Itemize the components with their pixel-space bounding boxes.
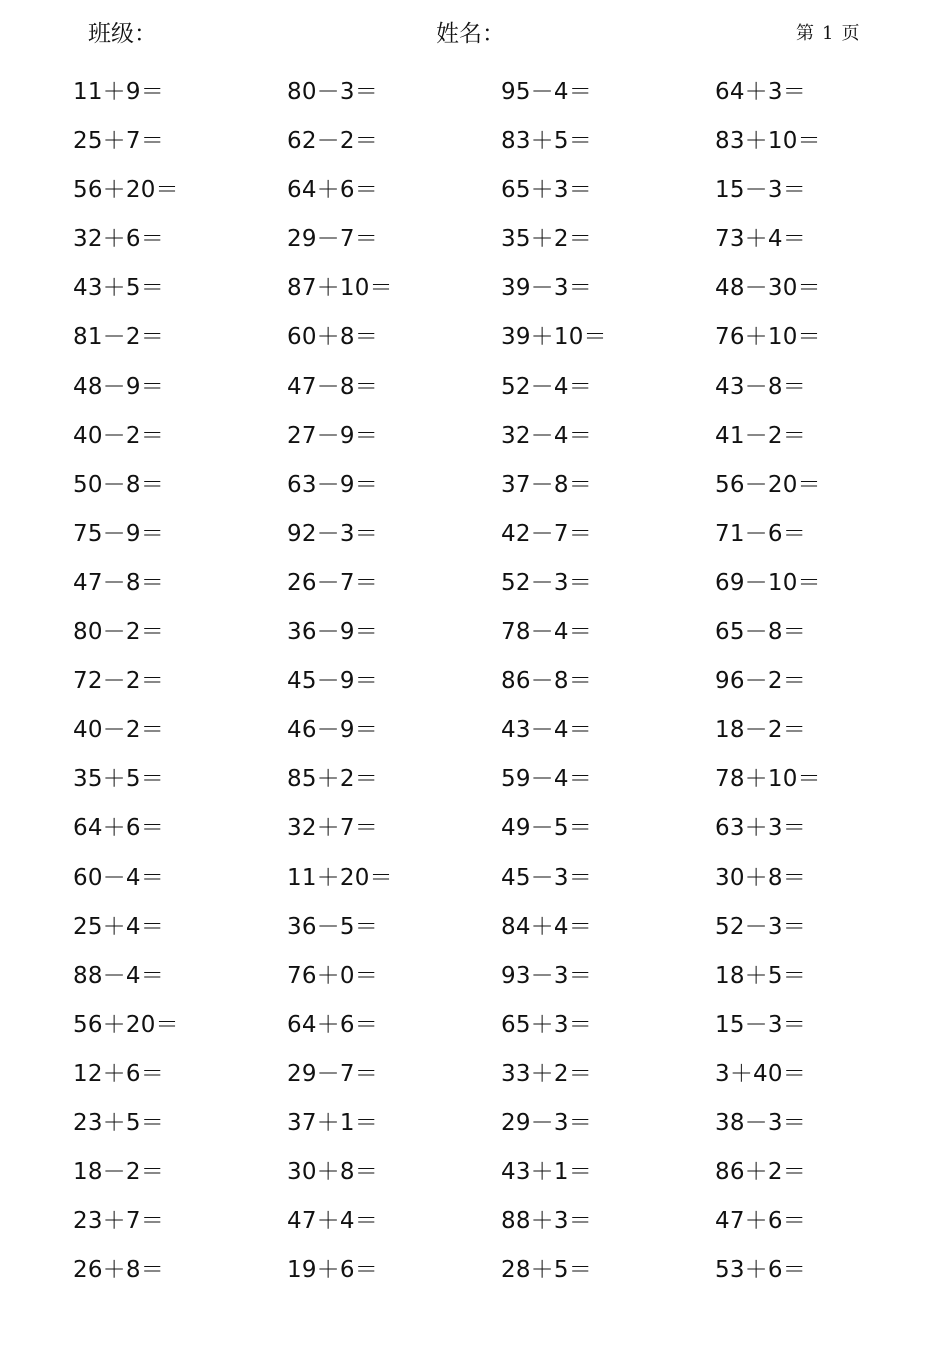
math-problem: 87＋10＝ (287, 275, 393, 302)
math-problem: 52－3＝ (501, 569, 592, 596)
math-problem: 47－8＝ (73, 569, 164, 596)
math-problem: 93－3＝ (501, 962, 592, 989)
math-problem: 88＋3＝ (501, 1208, 592, 1235)
problem-row (73, 412, 933, 461)
problem-row (73, 313, 933, 362)
math-problem: 15－3＝ (715, 177, 806, 204)
math-problem: 35＋5＝ (73, 766, 164, 793)
math-problem: 56＋20＝ (73, 177, 179, 204)
math-problem: 30＋8＝ (715, 864, 806, 891)
math-problem: 76＋10＝ (715, 324, 821, 351)
math-problem: 28＋5＝ (501, 1257, 592, 1284)
math-problem: 92－3＝ (287, 520, 378, 547)
problem-row (73, 1246, 933, 1295)
math-problem: 73＋4＝ (715, 226, 806, 253)
math-problem: 56－20＝ (715, 471, 821, 498)
math-problem: 64＋6＝ (287, 1011, 378, 1038)
math-problem: 11＋9＝ (73, 79, 164, 105)
math-problem: 37＋1＝ (287, 1109, 378, 1136)
math-problem: 50－8＝ (73, 471, 164, 498)
math-problem: 96－2＝ (715, 668, 806, 695)
math-problem: 83＋10＝ (715, 128, 821, 155)
page-suffix: 页 (841, 23, 860, 44)
math-problem: 52－3＝ (715, 913, 806, 940)
math-problem: 71－6＝ (715, 520, 806, 547)
problem-row (73, 755, 933, 804)
math-problem: 48－9＝ (73, 373, 164, 400)
math-problem: 69－10＝ (715, 569, 821, 596)
math-problem: 32＋7＝ (287, 815, 378, 842)
math-problem: 78－4＝ (501, 619, 592, 646)
problem-grid (73, 68, 933, 1295)
math-problem: 36－5＝ (287, 913, 378, 940)
math-problem: 65－8＝ (715, 619, 806, 646)
problem-row (73, 1148, 933, 1197)
math-problem: 62－2＝ (287, 128, 378, 155)
problem-row (73, 1001, 933, 1050)
math-problem: 38－3＝ (715, 1109, 806, 1136)
math-problem: 64＋3＝ (715, 79, 806, 105)
math-problem: 83＋5＝ (501, 128, 592, 155)
problem-row (73, 903, 933, 952)
math-problem: 26＋8＝ (73, 1257, 164, 1284)
problem-row (73, 461, 933, 510)
problem-row (73, 363, 933, 412)
problem-row (73, 117, 933, 166)
math-problem: 63－9＝ (287, 471, 378, 498)
math-problem: 52－4＝ (501, 373, 592, 400)
math-problem: 32－4＝ (501, 422, 592, 449)
problem-row (73, 706, 933, 755)
problem-row (73, 657, 933, 706)
math-problem: 65＋3＝ (501, 177, 592, 204)
math-problem: 84＋4＝ (501, 913, 592, 940)
math-problem: 47＋6＝ (715, 1208, 806, 1235)
math-problem: 41－2＝ (715, 422, 806, 449)
math-problem: 39－3＝ (501, 275, 592, 302)
math-problem: 60－4＝ (73, 864, 164, 891)
problem-row (73, 1050, 933, 1099)
math-problem: 33＋2＝ (501, 1060, 592, 1087)
math-problem: 3＋40＝ (715, 1060, 806, 1087)
math-problem: 63＋3＝ (715, 815, 806, 842)
math-problem: 25＋7＝ (73, 128, 164, 155)
math-problem: 39＋10＝ (501, 324, 607, 351)
math-problem: 27－9＝ (287, 422, 378, 449)
math-problem: 86＋2＝ (715, 1159, 806, 1186)
problem-row (73, 608, 933, 657)
math-problem: 45－3＝ (501, 864, 592, 891)
problem-row (73, 952, 933, 1001)
name-label: 姓名： (436, 21, 505, 47)
problem-row (73, 559, 933, 608)
math-problem: 64＋6＝ (73, 815, 164, 842)
math-problem: 23＋5＝ (73, 1109, 164, 1136)
math-problem: 45－9＝ (287, 668, 378, 695)
problem-row (73, 854, 933, 903)
math-problem: 15－3＝ (715, 1011, 806, 1038)
math-problem: 40－2＝ (73, 422, 164, 449)
math-problem: 86－8＝ (501, 668, 592, 695)
math-problem: 29－7＝ (287, 1060, 378, 1087)
math-problem: 23＋7＝ (73, 1208, 164, 1235)
math-problem: 49－5＝ (501, 815, 592, 842)
math-problem: 43＋5＝ (73, 275, 164, 302)
problem-row (73, 166, 933, 215)
math-problem: 88－4＝ (73, 962, 164, 989)
problem-row (73, 264, 933, 313)
math-problem: 76＋0＝ (287, 962, 378, 989)
math-problem: 47－8＝ (287, 373, 378, 400)
math-problem: 46－9＝ (287, 717, 378, 744)
math-problem: 85＋2＝ (287, 766, 378, 793)
problem-row (73, 68, 933, 117)
math-problem: 56＋20＝ (73, 1011, 179, 1038)
math-problem: 12＋6＝ (73, 1060, 164, 1087)
math-problem: 43＋1＝ (501, 1159, 592, 1186)
math-problem: 37－8＝ (501, 471, 592, 498)
page-prefix: 第 (796, 23, 814, 44)
math-problem: 18－2＝ (73, 1159, 164, 1186)
math-problem: 81－2＝ (73, 324, 164, 351)
math-problem: 47＋4＝ (287, 1208, 378, 1235)
math-problem: 53＋6＝ (715, 1257, 806, 1284)
math-problem: 78＋10＝ (715, 766, 821, 793)
problem-row (73, 804, 933, 853)
math-problem: 42－7＝ (501, 520, 592, 547)
math-problem: 80－2＝ (73, 619, 164, 646)
math-problem: 72－2＝ (73, 668, 164, 695)
problem-row (73, 1197, 933, 1246)
math-problem: 80－3＝ (287, 79, 378, 105)
math-problem: 43－8＝ (715, 373, 806, 400)
math-problem: 48－30＝ (715, 275, 821, 302)
math-problem: 30＋8＝ (287, 1159, 378, 1186)
math-problem: 95－4＝ (501, 79, 592, 105)
math-problem: 29－7＝ (287, 226, 378, 253)
math-problem: 11＋20＝ (287, 864, 393, 891)
math-problem: 26－7＝ (287, 569, 378, 596)
math-problem: 35＋2＝ (501, 226, 592, 253)
math-problem: 32＋6＝ (73, 226, 164, 253)
worksheet-header (0, 18, 950, 54)
math-problem: 29－3＝ (501, 1109, 592, 1136)
page-number: 1 (822, 23, 834, 44)
math-problem: 65＋3＝ (501, 1011, 592, 1038)
math-problem: 60＋8＝ (287, 324, 378, 351)
math-problem: 59－4＝ (501, 766, 592, 793)
math-problem: 40－2＝ (73, 717, 164, 744)
problem-row (73, 510, 933, 559)
math-problem: 25＋4＝ (73, 913, 164, 940)
class-label: 班级： (88, 21, 157, 47)
math-problem: 36－9＝ (287, 619, 378, 646)
math-problem: 18－2＝ (715, 717, 806, 744)
page-indicator (796, 18, 859, 50)
math-problem: 18＋5＝ (715, 962, 806, 989)
problem-row (73, 215, 933, 264)
math-problem: 64＋6＝ (287, 177, 378, 204)
math-problem: 75－9＝ (73, 520, 164, 547)
math-problem: 19＋6＝ (287, 1257, 378, 1284)
problem-row (73, 1099, 933, 1148)
math-problem: 43－4＝ (501, 717, 592, 744)
